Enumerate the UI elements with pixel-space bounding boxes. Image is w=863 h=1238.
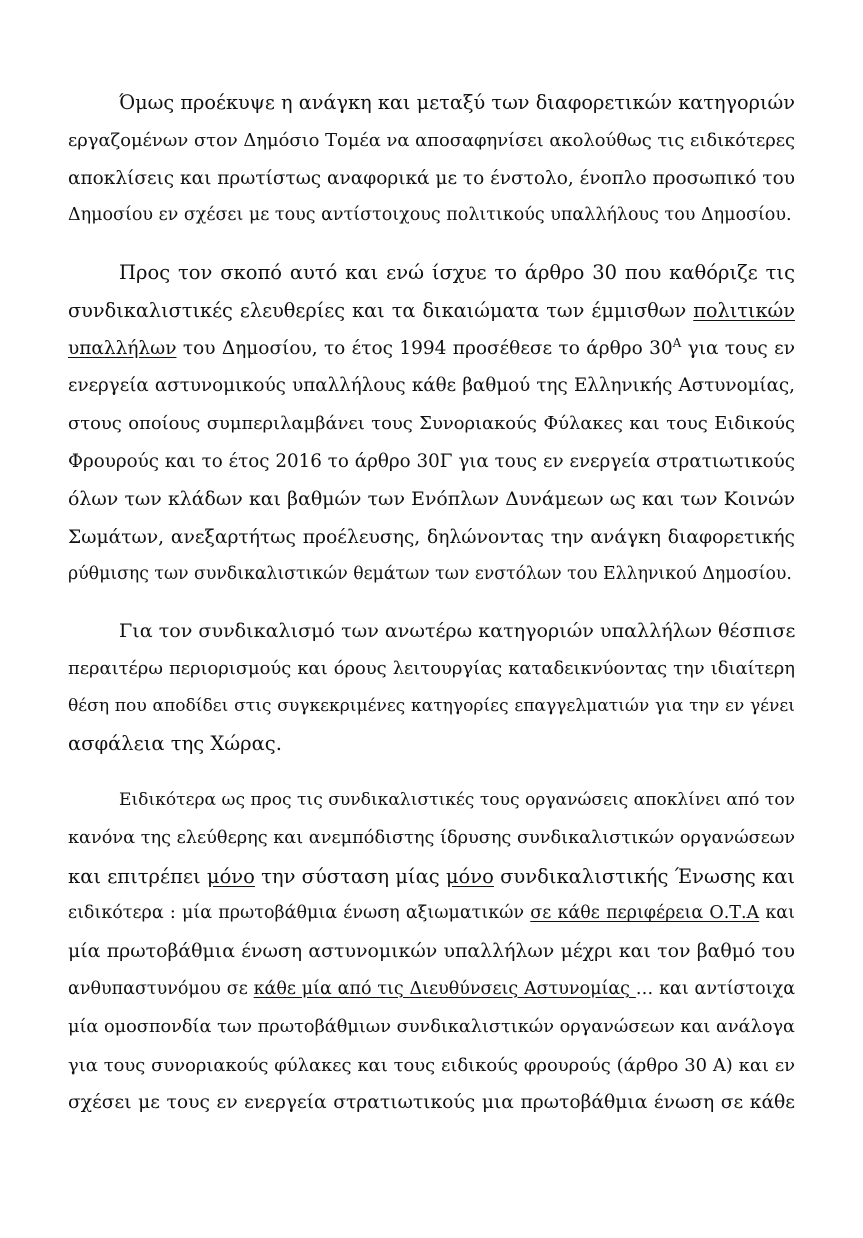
text-line: ενεργεία αστυνομικούς υπαλλήλους κάθε βαθμού της Ελληνικής Αστυνομίας, — [68, 375, 795, 397]
text-line: εργαζομένων στον Δημόσιο Τομέα να αποσαφηνίσει ακολούθως τις ειδικότερες — [68, 129, 796, 151]
text-line — [68, 858, 795, 896]
text-line: για τους συνοριακούς φύλακες και τους ειδικούς φρουρούς (άρθρο 30 Α) και εν — [68, 1054, 795, 1076]
text-line: θέση που αποδίδει στις συγκεκριμένες κατηγορίες επαγγελματιών για την εν γένει — [68, 695, 795, 716]
text-line: όλων των κλάδων και βαθμών των Ενόπλων Δυνάμεων ως και των Κοινών — [68, 487, 795, 510]
text-line: Φρουρούς και το έτος 2016 το άρθρο 30Γ για τους εν ενεργεία στρατιωτικούς — [68, 450, 795, 472]
text-segment: και επιτρέπει — [68, 864, 207, 888]
text-segment: για τους εν — [681, 337, 795, 359]
underlined-text: σε κάθε περιφέρεια Ο.Τ.Α — [530, 903, 760, 924]
paragraph-2 — [68, 254, 795, 594]
text-line: Για τον συνδικαλισμό των ανωτέρω κατηγοριών υπαλλήλων θέσπισε — [119, 619, 796, 642]
text-line: Ειδικότερα ως προς τις συνδικαλιστικές τους οργανώσεις αποκλίνει από τον — [119, 790, 795, 810]
paragraph-4 — [68, 782, 795, 1122]
paragraph-1 — [68, 84, 795, 235]
text-line: Σωμάτων, ανεξαρτήτως προέλευσης, δηλώνοντας την ανάγκη διαφορετικής — [68, 526, 795, 548]
text-line — [68, 895, 795, 933]
text-line — [68, 292, 795, 330]
text-segment: συνδικαλιστικές ελευθερίες και τα δικαιώματα των έμμισθων — [68, 298, 694, 322]
text-segment: την σύσταση μίας — [254, 864, 446, 888]
text-line: Δημοσίου εν σχέσει με τους αντίστοιχους πολιτικούς υπαλλήλους του Δημοσίου. — [68, 205, 792, 226]
paragraph-3 — [68, 612, 795, 763]
underlined-text: υπαλλήλων — [68, 337, 177, 359]
text-line: ρύθμισης των συνδικαλιστικών θεμάτων των ενστόλων του Ελληνικού Δημοσίου. — [68, 564, 792, 585]
text-segment: συνδικαλιστικής Ένωσης και — [493, 864, 796, 888]
text-line: ασφάλεια της Χώρας. — [68, 732, 282, 756]
text-line: μία ομοσπονδία των πρωτοβάθμιων συνδικαλιστικών οργανώσεων και ανάλογα — [68, 1016, 795, 1037]
text-line — [68, 971, 795, 1009]
text-segment: … και αντίστοιχα — [635, 978, 796, 999]
text-line: μία πρωτοβάθμια ένωση αστυνομικών υπαλλήλων μέχρι και τον βαθμό του — [68, 940, 795, 963]
text-segment: ανθυπαστυνόμου σε — [68, 978, 254, 999]
text-line: Όμως προέκυψε η ανάγκη και μεταξύ των διαφορετικών κατηγοριών — [119, 91, 795, 114]
superscript: Α — [672, 335, 682, 350]
text-line: Προς τον σκοπό αυτό και ενώ ίσχυε το άρθρο 30 που καθόριζε τις — [119, 261, 795, 284]
text-line: κανόνα της ελεύθερης και ανεμπόδιστης ίδρυσης συνδικαλιστικών οργανώσεων — [68, 827, 796, 848]
text-line: περαιτέρω περιορισμούς και όρους λειτουργίας καταδεικνύοντας την ιδιαίτερη — [68, 657, 795, 679]
text-segment: του Δημοσίου, το έτος 1994 προσέθεσε το άρθρο 30 — [176, 337, 673, 359]
underlined-text: μόνο — [206, 864, 255, 888]
underlined-text: κάθε μία από τις Διευθύνσεις Αστυνομίας — [253, 978, 636, 999]
text-line: στους οποίους συμπεριλαμβάνει τους Συνοριακούς Φύλακες και τους Ειδικούς — [68, 413, 795, 435]
text-line: σχέσει με τους εν ενεργεία στρατιωτικούς μια πρωτοβάθμια ένωση σε κάθε — [68, 1092, 795, 1114]
text-segment: και — [759, 903, 795, 924]
text-segment: ειδικότερα : μία πρωτοβάθμια ένωση αξιωματικών — [68, 903, 531, 924]
text-line: αποκλίσεις και πρωτίστως αναφορικά με το ένστολο, ένοπλο προσωπικό του — [68, 167, 795, 189]
underlined-text: πολιτικών — [693, 298, 795, 322]
text-line — [68, 330, 795, 368]
underlined-text: μόνο — [445, 864, 494, 888]
